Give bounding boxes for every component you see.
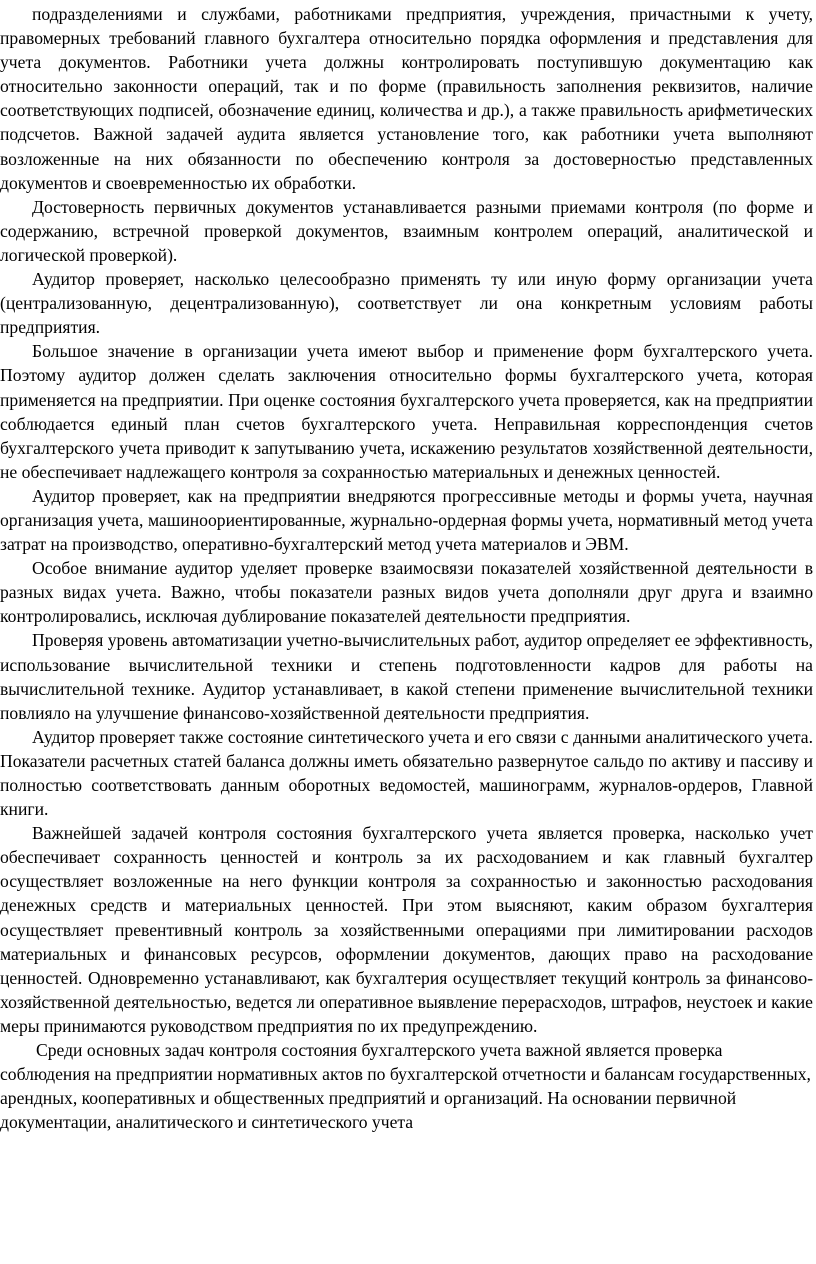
paragraph-9: Важнейшей задачей контроля состояния бухгалтерского учета является проверка, насколько учет обеспечивает сохранность ценностей и контроль за их расходованием и как главный бухгалтер осуществляет возложенные на него функции контроля за сохранностью и законностью расходования денежных средств и материальных ценностей. При этом выясняют, каким образом бухгалтерия осуществляет превентивный контроль за хозяйственными операциями при лимитировании расходов материальных и финансовых ресурсов, оформлении документов, дающих право на расходование ценностей. Одновременно устанавливают, как бухгалтерия осуществляет текущий контроль за финансово-хозяйственной деятельностью, ведется ли оперативное выявление перерасходов, штрафов, неустоек и какие меры принимаются руководством предприятия по их предупреждению.	[0, 823, 813, 1036]
paragraph-3: Аудитор проверяет, насколько целесообразно применять ту или иную форму организации учета (централизованную, децентрализованную), соответствует ли она конкретным условиям работы предприятия.	[0, 269, 813, 338]
paragraph-5: Аудитор проверяет, как на предприятии внедряются прогрессивные методы и формы учета, научная организация учета, машиноориентированные, журнально-ордерная формы учета, нормативный метод учета затрат на производство, оперативно-бухгалтерский метод учета материалов и ЭВМ.	[0, 485, 813, 555]
paragraph-10: Среди основных задач контроля состояния бухгалтерского учета важной является проверка соблюдения на предприятии нормативных актов по бухгалтерской отчетности и балансам государственных, арендных, кооперативных и общественных предприятий и организаций. На основании первичной документации, аналитического и синтетического учета	[0, 1040, 811, 1133]
paragraph-7: Проверяя уровень автоматизации учетно-вычислительных работ, аудитор определяет ее эффективность, использование вычислительной техники и степень подготовленности кадров для работы на вычислительной технике. Аудитор устанавливает, в какой степени применение вычислительной техники повлияло на улучшение финансово-хозяйственной деятельности предприятия.	[0, 630, 813, 723]
paragraph-6: Особое внимание аудитор уделяет проверке взаимосвязи показателей хозяйственной деятельности в разных видах учета. Важно, чтобы показатели разных видов учета дополняли друг друга и взаимно контролировались, исключая дублирование показателей деятельности предприятия.	[0, 558, 813, 627]
paragraph-4: Большое значение в организации учета имеют выбор и применение форм бухгалтерского учета. Поэтому аудитор должен сделать заключения относительно формы бухгалтерского учета, которая применяется на предприятии. При оценке состояния бухгалтерского учета проверяется, как на предприятии соблюдается единый план счетов бухгалтерского учета. Неправильная корреспонденция счетов бухгалтерского учета приводит к запутыванию учета, искажению результатов хозяйственной деятельности, не обеспечивает надлежащего контроля за сохранностью материальных и денежных ценностей.	[0, 341, 813, 482]
paragraph-2: Достоверность первичных документов устанавливается разными приемами контроля (по форме и содержанию, встречной проверкой документов, взаимным контролем операций, аналитической и логической проверкой).	[0, 196, 813, 265]
paragraph-8: Аудитор проверяет также состояние синтетического учета и его связи с данными аналитического учета. Показатели расчетных статей баланса должны иметь обязательно развернутое сальдо по активу и пассиву и полностью соответствовать данным оборотных ведомостей, машинограмм, журналов-ордеров, Главной книги.	[0, 726, 813, 820]
paragraph-1: подразделениями и службами, работниками предприятия, учреждения, причастными к учету, правомерных требований главного бухгалтера относительно порядка оформления и представления для учета документов. Работники учета должны контролировать поступившую документацию как относительно законности операций, так и по форме (правильность заполнения реквизитов, наличие соответствующих подписей, обозначение единиц, количества и др.), а также правильность арифметических подсчетов. Важной задачей аудита является установление того, как работники учета выполняют возложенные на них обязанности по обеспечению контроля за достоверностью представленных документов и своевременностью их обработки.	[0, 4, 813, 193]
